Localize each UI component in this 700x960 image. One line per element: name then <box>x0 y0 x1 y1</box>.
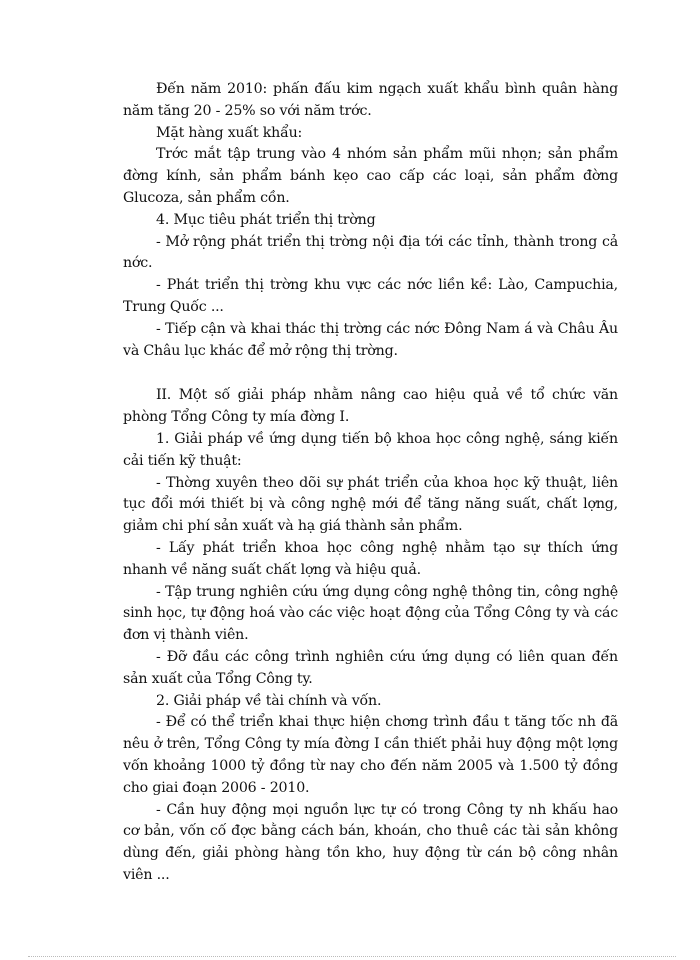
paragraph-tech-research: - Tập trung nghiên cứu ứng dụng công nghệ thông tin, công nghệ sinh học, tự động hoá vào các việc hoạt động của Tổng Công ty và các đơn vị thành viên. <box>123 583 618 644</box>
paragraph-tech-adaptation: - Lấy phát triển khoa học công nghệ nhằm tạo sự thích ứng nhanh về năng suất chất lợng và hiệu quả. <box>123 539 618 578</box>
section-heading-solutions: II. Một số giải pháp nhằm nâng cao hiệu quả về tổ chức văn phòng Tổng Công ty mía đờng I. <box>123 387 618 426</box>
page-bottom-divider <box>28 956 676 957</box>
paragraph-export-products-heading: Mặt hàng xuất khẩu: <box>156 124 303 141</box>
paragraph-export-target-2010: Đến năm 2010: phấn đấu kim ngạch xuất khẩu bình quân hàng năm tăng 20 - 25% so với năm trớc. <box>123 81 618 119</box>
paragraph-finance-mobilization: - Cần huy động mọi nguồn lực tự có trong Công ty nh khấu hao cơ bản, vốn cố đợc bằng cách bán, khoán, cho thuê các tài sản không dùng đến, giải phòng hàng tồn kho, huy động từ cán bộ công nhân viên ... <box>123 801 618 883</box>
paragraph-finance-capital: - Để có thể triển khai thực hiện chơng trình đầu t tăng tốc nh đã nêu ở trên, Tổng Công ty mía đờng I cần thiết phải huy động một lợng vốn khoảng 1000 tỷ đồng từ nay cho đến năm 2005 và 1.500 tỷ đồng cho giai đoạn 2006 - 2010. <box>123 714 618 796</box>
paragraph-regional-market: - Phát triển thị trờng khu vực các nớc liền kề: Lào, Campuchia, Trung Quốc ... <box>123 277 618 315</box>
paragraph-domestic-market: - Mở rộng phát triển thị trờng nội địa tới các tỉnh, thành trong cả nớc. <box>123 233 618 272</box>
paragraph-market-goals-heading: 4. Mục tiêu phát triển thị trờng <box>156 211 376 228</box>
paragraph-export-products-list: Trớc mắt tập trung vào 4 nhóm sản phẩm mũi nhọn; sản phẩm đờng kính, sản phẩm bánh kẹo cao cấp các loại, sản phẩm đờng Glucoza, sản phẩm cồn. <box>123 146 618 206</box>
paragraph-tech-solution-heading: 1. Giải pháp về ứng dụng tiến bộ khoa học công nghệ, sáng kiến cải tiến kỹ thuật: <box>123 430 618 469</box>
document-body <box>123 79 618 887</box>
paragraph-finance-heading: 2. Giải pháp về tài chính và vốn. <box>156 692 382 709</box>
paragraph-tech-sponsorship: - Đỡ đầu các công trình nghiên cứu ứng dụng có liên quan đến sản xuất của Tổng Công ty. <box>123 648 618 687</box>
paragraph-international-market: - Tiếp cận và khai thác thị trờng các nớc Đông Nam á và Châu Âu và Châu lục khác để mở rộng thị trờng. <box>123 320 618 359</box>
paragraph-tech-monitoring: - Thờng xuyên theo dõi sự phát triển của khoa học kỹ thuật, liên tục đổi mới thiết bị và công nghệ mới để tăng năng suất, chất lợng, giảm chi phí sản xuất và hạ giá thành sản phẩm. <box>123 474 618 535</box>
